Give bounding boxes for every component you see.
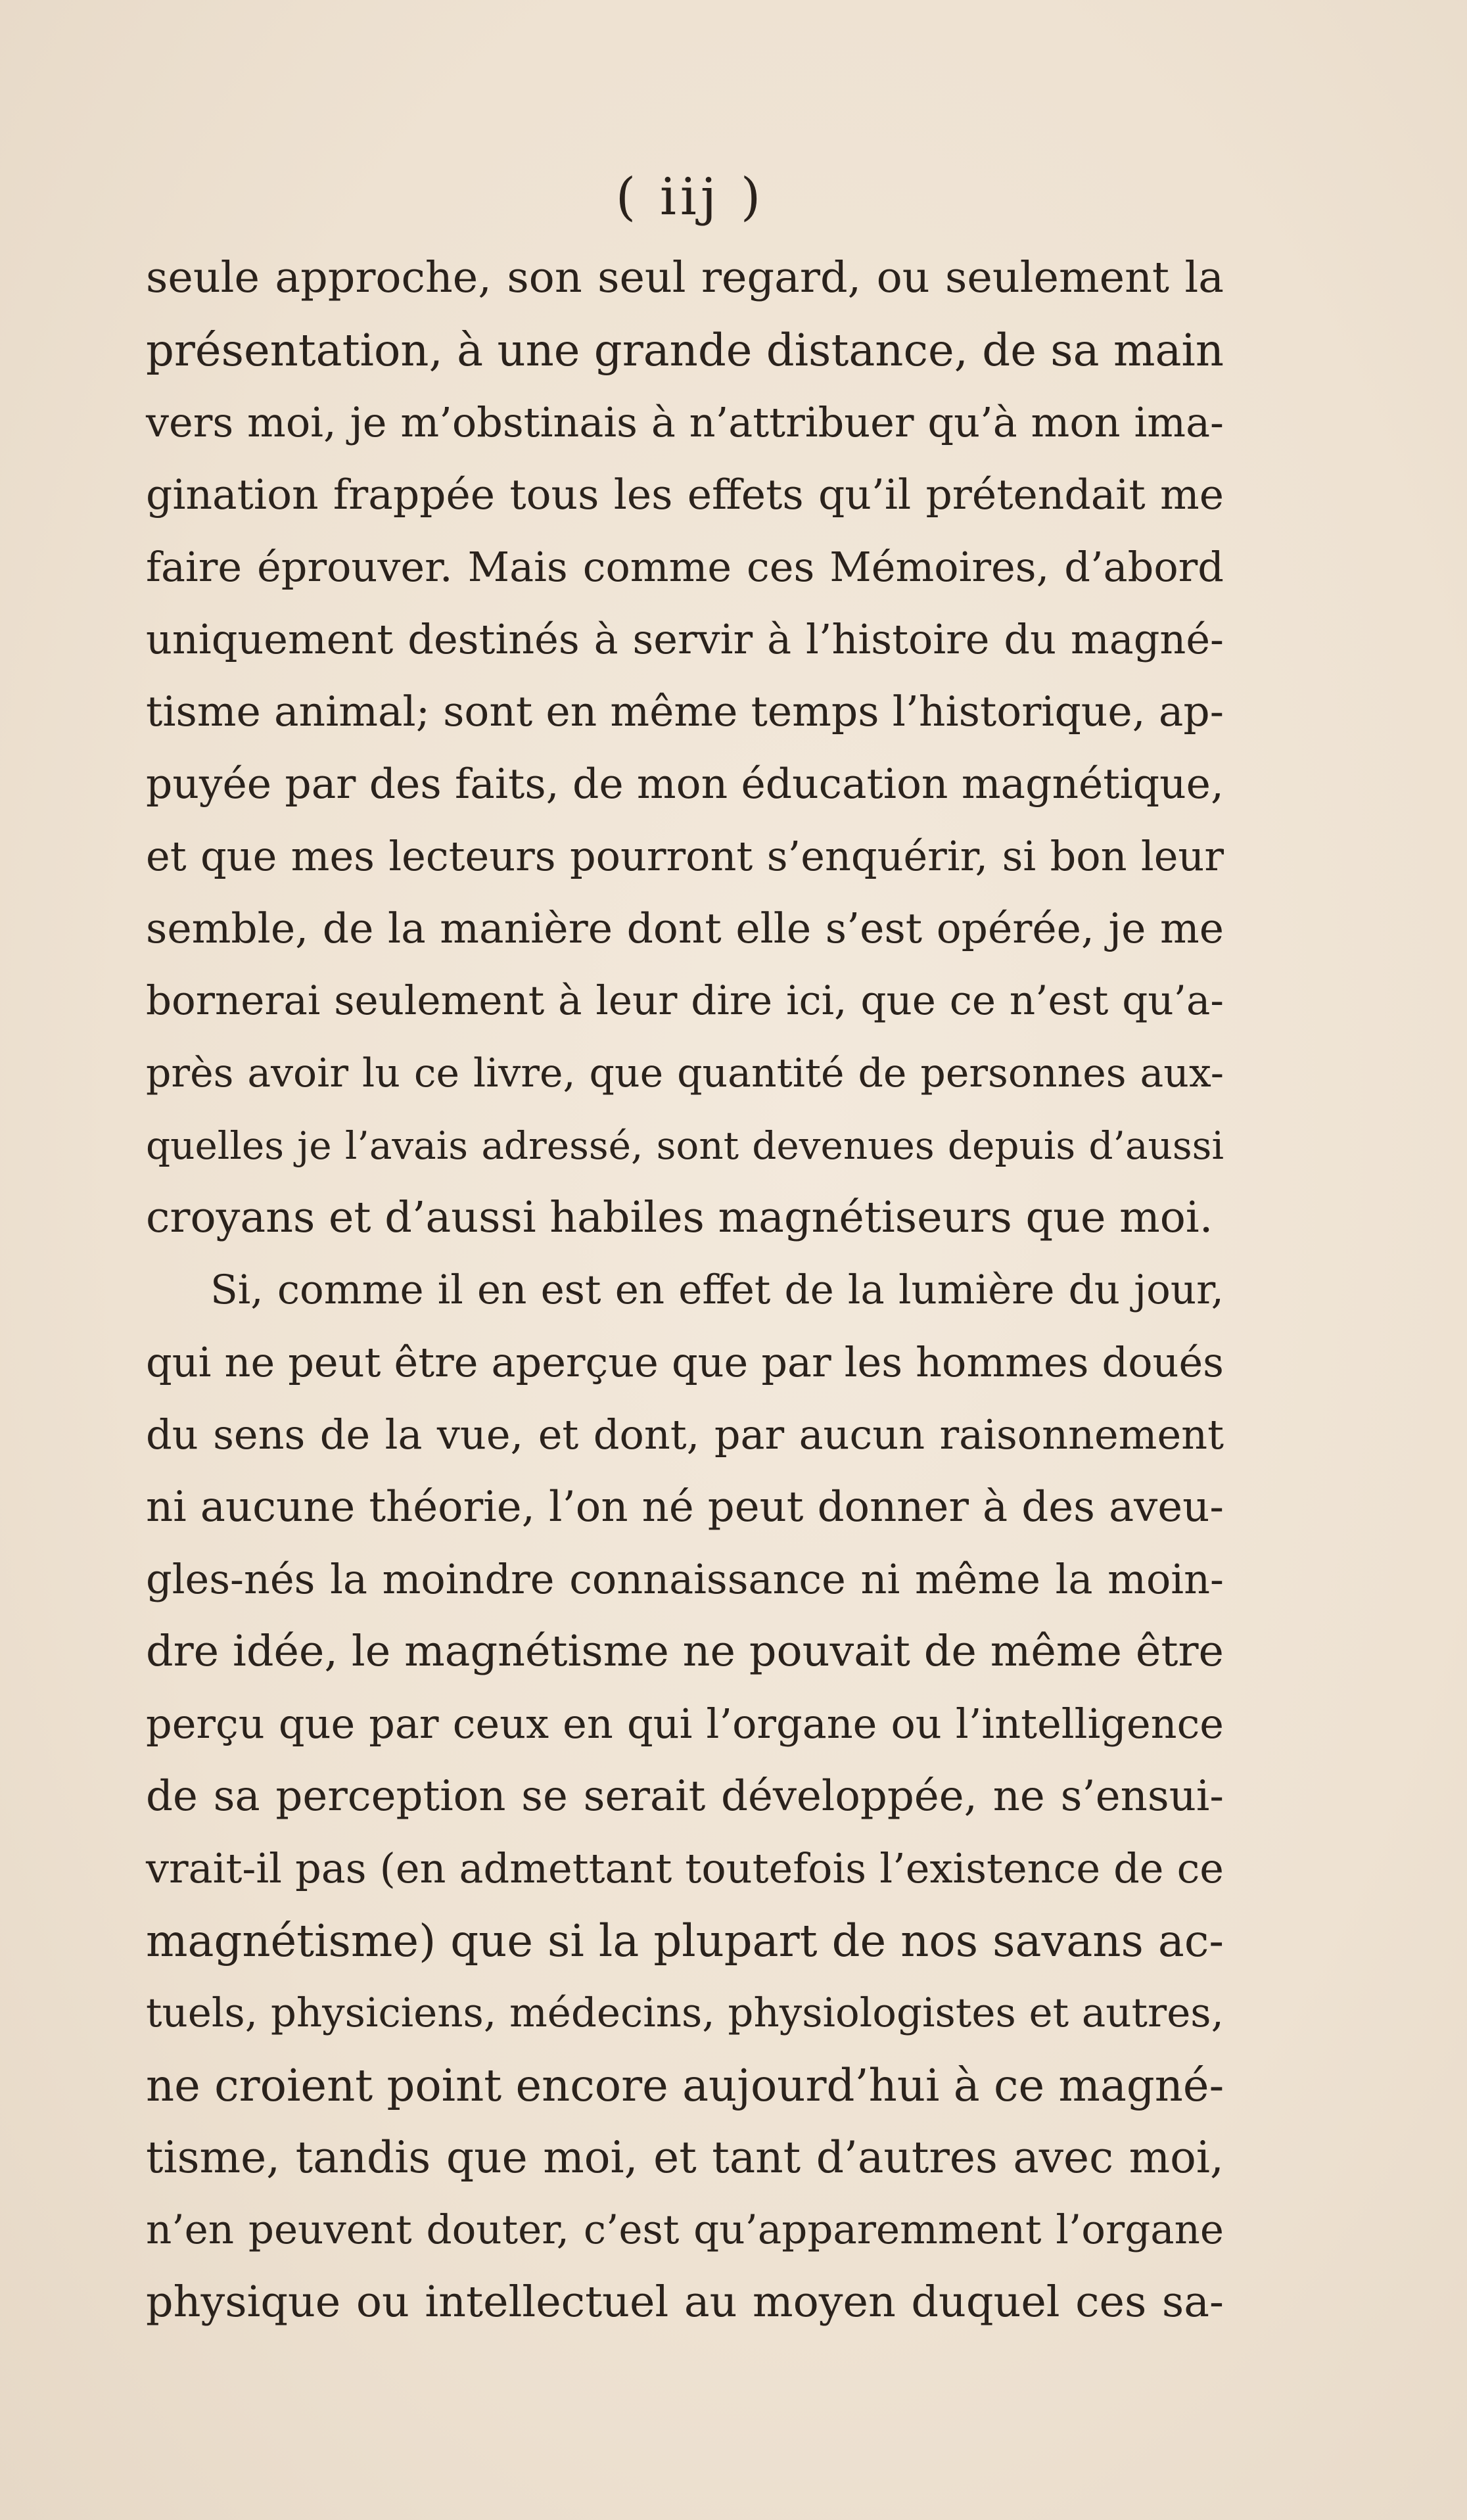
text-line: ni aucune théorie, l’on né peut donner à des aveu- [146,1483,1224,1531]
text-line: perçu que par ceux en qui l’organe ou l’intelligence [146,1700,1224,1748]
text-line: qui ne peut être aperçue que par les hommes doués [146,1338,1224,1386]
text-line: tuels, physiciens, médecins, physiologistes et autres, [146,1990,1224,2036]
text-line: vrait-il pas (en admettant toutefois l’existence de ce [146,1844,1224,1892]
text-line: quelles je l’avais adressé, sont devenues depuis d’aussi [146,1123,1224,1168]
text-line: gles-nés la moindre connaissance ni même la moin- [146,1555,1224,1603]
text-line: puyée par des faits, de mon éducation magnétique, [146,760,1224,808]
text-line: magnétisme) que si la plupart de nos savans ac- [146,1915,1224,1967]
text-line: n’en peuvent douter, c’est qu’apparemment l’organe [146,2206,1224,2253]
text-line: près avoir lu ce livre, que quantité de personnes aux- [146,1050,1224,1096]
text-line: uniquement destinés à servir à l’histoire du magné- [146,615,1224,663]
text-line: et que mes lecteurs pourront s’enquérir, si bon leur [146,832,1224,880]
paragraph-end-line: croyans et d’aussi habiles magnétiseurs que moi. [146,1193,1213,1242]
text-line: ne croient point encore aujourd’hui à ce magné- [146,2060,1224,2111]
text-line: semble, de la manière dont elle s’est opérée, je me [146,904,1224,952]
text-line: dre idée, le magnétisme ne pouvait de même être [146,1627,1224,1676]
text-line: physique ou intellectuel au moyen duquel ces sa- [146,2277,1224,2327]
text-line: de sa perception se serait développée, ne s’ensui- [146,1772,1224,1821]
body-text [146,242,1224,2339]
text-line: présentation, à une grande distance, de sa main [146,325,1224,376]
text-line: bornerai seulement à leur dire ici, que ce n’est qu’a- [146,977,1224,1024]
page-number: ( iij ) [615,168,765,227]
text-line: du sens de la vue, et dont, par aucun raisonnement [146,1411,1224,1458]
text-line: tisme, tandis que moi, et tant d’autres avec moi, [146,2132,1224,2183]
paragraph-start-line: Si, comme il en est en effet de la lumière du jour, [210,1267,1224,1313]
text-line: gination frappée tous les effets qu’il prétendait me [146,471,1224,519]
text-line: faire éprouver. Mais comme ces Mémoires, d’abord [146,543,1224,591]
text-line: seule approche, son seul regard, ou seulement la [146,253,1224,302]
text-line: vers moi, je m’obstinais à n’attribuer qu’à mon ima- [146,398,1224,446]
text-line: tisme animal; sont en même temps l’historique, ap- [146,688,1224,735]
